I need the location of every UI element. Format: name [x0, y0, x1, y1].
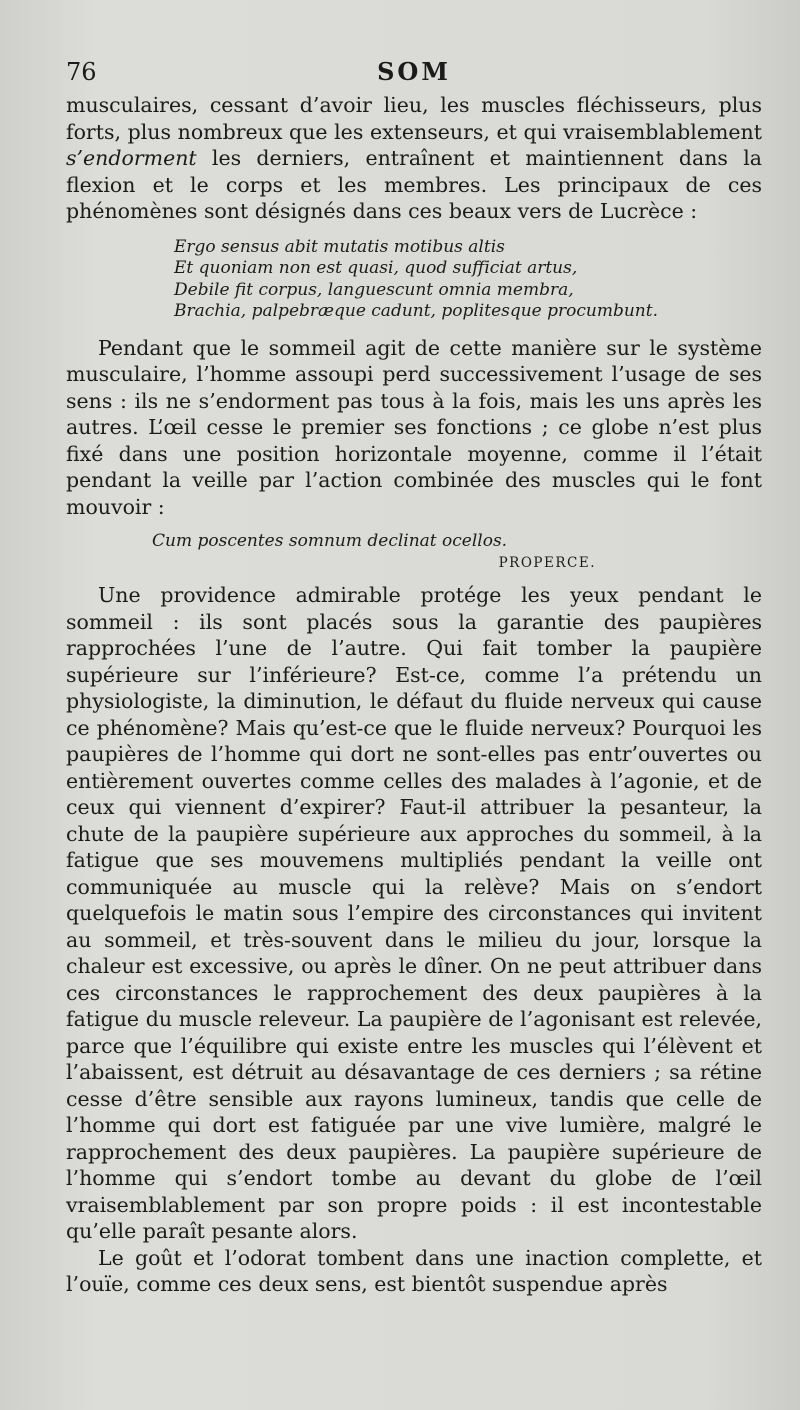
- paragraph-1-emphasis: s’endorment: [66, 146, 197, 170]
- quote-line: Debile fit corpus, languescunt omnia membra,: [174, 279, 574, 300]
- paragraph-3: Une providence admirable protége les yeux pendant le sommeil : ils sont placés sous la garantie des paupières rapprochées l’une de l’autre. Qui fait tomber la paupière supérieure sur l’inférieure? Est-ce, comme l’a prétendu un physiologiste, la diminution, le défaut du fluide nerveux qui cause ce phénomène? Mais qu’est-ce que le fluide nerveux? Pourquoi les paupières de l’homme qui dort ne sont-elles pas entr’ouvertes ou entièrement ouvertes comme celles des malades à l’agonie, et de ceux qui viennent d’expirer? Faut-il attribuer la pesanteur, la chute de la paupière supérieure aux approches du sommeil, à la fatigue que ses mouvemens multipliés pendant la veille ont communiquée au muscle qui la relève? Mais on s’endort quelquefois le matin sous l’empire des circonstances qui invitent au sommeil, et très-souvent dans le milieu du jour, lorsque la chaleur est excessive, ou après le dîner. On ne peut attribuer dans ces circonstances le rapprochement des deux paupières à la fatigue du muscle releveur. La paupière de l’agonisant est relevée, parce que l’équilibre qui existe entre les muscles qui l’élèvent et l’abaissent, est détruit au désavantage de ces derniers ; sa rétine cesse d’être sensible aux rayons lumineux, tandis que celle de l’homme qui dort est fatiguée par une vive lumière, malgré le rapprochement des deux paupières. La paupière supérieure de l’homme qui s’endort tombe au devant du globe de l’œil vraisemblablement par son propre poids : il est incontestable qu’elle paraît pesante alors.: [66, 583, 762, 1243]
- paragraph-continued: [66, 92, 762, 225]
- page-number: 76: [66, 58, 97, 86]
- quote-line: Et quoniam non est quasi, quod sufficiat artus,: [174, 258, 578, 278]
- page-header: [66, 52, 762, 92]
- paragraph-2: Pendant que le sommeil agit de cette manière sur le système musculaire, l’homme assoupi perd successivement l’usage de ses sens : ils ne s’endorment pas tous à la fois, mais les uns après les autres. L’œil cesse le premier ses fonctions ; ce globe n’est plus fixé dans une position horizontale moyenne, comme il l’était pendant la veille par l’action combinée des muscles qui le font mouvoir :: [66, 335, 762, 519]
- paragraph-4: Le goût et l’odorat tombent dans une inaction complette, et l’ouïe, comme ces deux sens, est bientôt suspendue après: [66, 1245, 762, 1296]
- quote-line: Brachia, palpebræque cadunt, poplitesque procumbunt.: [174, 301, 658, 321]
- quote-attribution: PROPERCE.: [498, 555, 596, 571]
- running-head: SOM: [377, 57, 451, 86]
- lucretius-quote: [174, 237, 762, 323]
- paragraph-1-text-b: les derniers, entraînent et maintiennent dans la flexion et le corps et les membres. Les principaux de ces phénomènes sont désignés dans ces beaux vers de Lucrèce :: [66, 146, 762, 223]
- paragraph-1-text-a: musculaires, cessant d’avoir lieu, les muscles fléchisseurs, plus forts, plus nombreux que les extenseurs, et qui vraisemblablement: [66, 93, 762, 144]
- propertius-quote: Cum poscentes somnum declinat ocellos.: [152, 531, 508, 551]
- quote-line: Ergo sensus abit mutatis motibus altis: [174, 236, 505, 257]
